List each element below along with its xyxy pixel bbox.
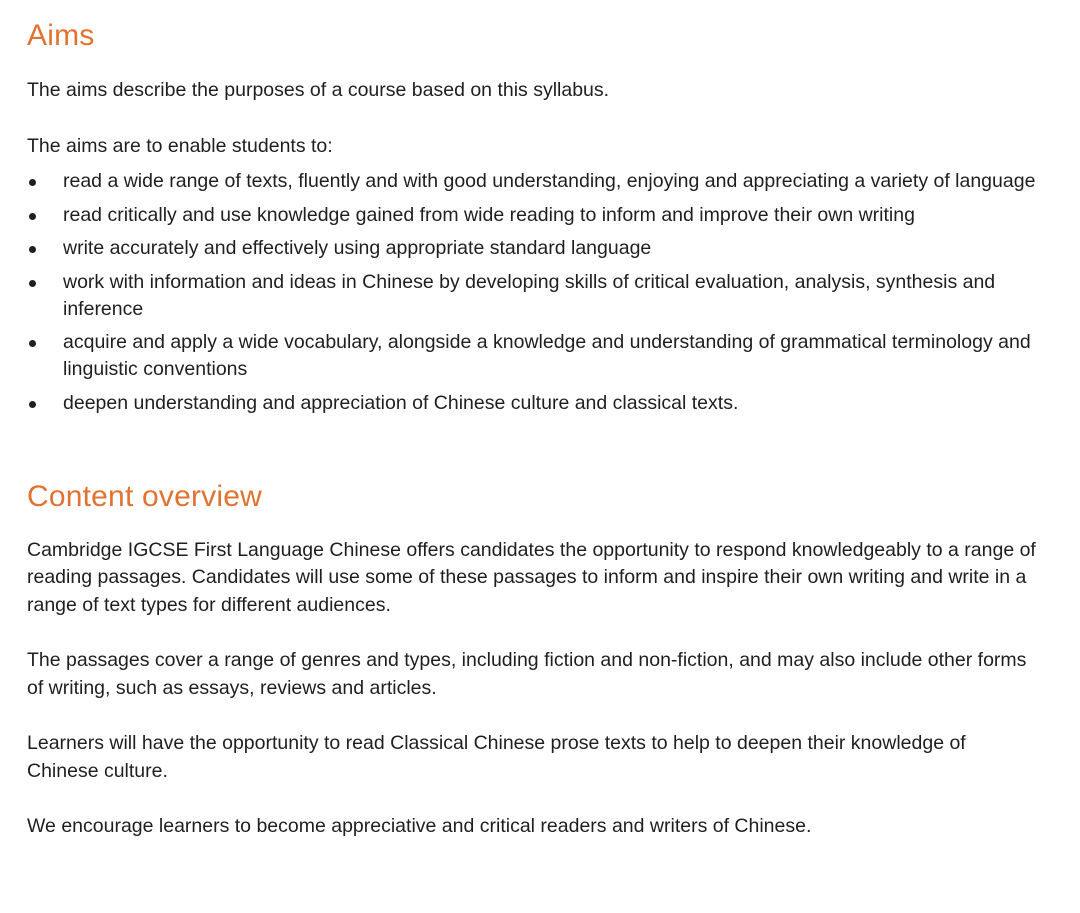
bullet-icon xyxy=(29,179,36,186)
aims-bullet-text: write accurately and effectively using appropriate standard language xyxy=(63,237,652,259)
aims-intro: The aims describe the purposes of a course based on this syllabus. xyxy=(27,79,610,101)
aims-heading: Aims xyxy=(27,19,95,52)
aims-bullet-item xyxy=(27,168,1040,195)
aims-bullet-text: work with information and ideas in Chinese by developing skills of critical evaluation, analysis, synthesis and inference xyxy=(63,270,996,320)
content-overview-heading: Content overview xyxy=(27,479,262,513)
aims-bullet-text: read critically and use knowledge gained from wide reading to inform and improve their own writing xyxy=(63,203,915,226)
aims-bullet-item xyxy=(27,235,1040,262)
content-paragraph: We encourage learners to become appreciative and critical readers and writers of Chinese. xyxy=(27,815,812,837)
aims-bullet-text: read a wide range of texts, fluently and with good understanding, enjoying and appreciating a variety of language xyxy=(63,170,1036,192)
aims-bullet-list xyxy=(27,168,1040,417)
aims-bullet-item xyxy=(27,202,1040,229)
bullet-icon xyxy=(29,246,36,253)
aims-bullet-text: acquire and apply a wide vocabulary, alongside a knowledge and understanding of grammatical terminology and linguistic conventions xyxy=(63,331,1031,380)
bullet-icon xyxy=(29,340,36,347)
aims-section xyxy=(27,0,1040,417)
content-paragraph: The passages cover a range of genres and types, including fiction and non-fiction, and may also include other forms of writing, such as essays, reviews and articles. xyxy=(27,649,1027,699)
aims-bullet-item xyxy=(27,390,1040,417)
content-overview-section xyxy=(27,479,1040,841)
aims-bullet-item xyxy=(27,329,1040,383)
aims-bullet-item xyxy=(27,269,1040,323)
aims-lead: The aims are to enable students to: xyxy=(27,134,333,157)
bullet-icon xyxy=(29,280,36,287)
aims-bullet-text: deepen understanding and appreciation of Chinese culture and classical texts. xyxy=(63,391,739,414)
content-paragraph: Learners will have the opportunity to read Classical Chinese prose texts to help to deepen their knowledge of Chinese culture. xyxy=(27,732,966,782)
bullet-icon xyxy=(29,213,36,220)
content-paragraph: Cambridge IGCSE First Language Chinese offers candidates the opportunity to respond knowledgeably to a range of reading passages. Candidates will use some of these passages to inform and inspire their own writing and write in a range of text types for different audiences. xyxy=(27,538,1036,616)
bullet-icon xyxy=(29,401,36,408)
